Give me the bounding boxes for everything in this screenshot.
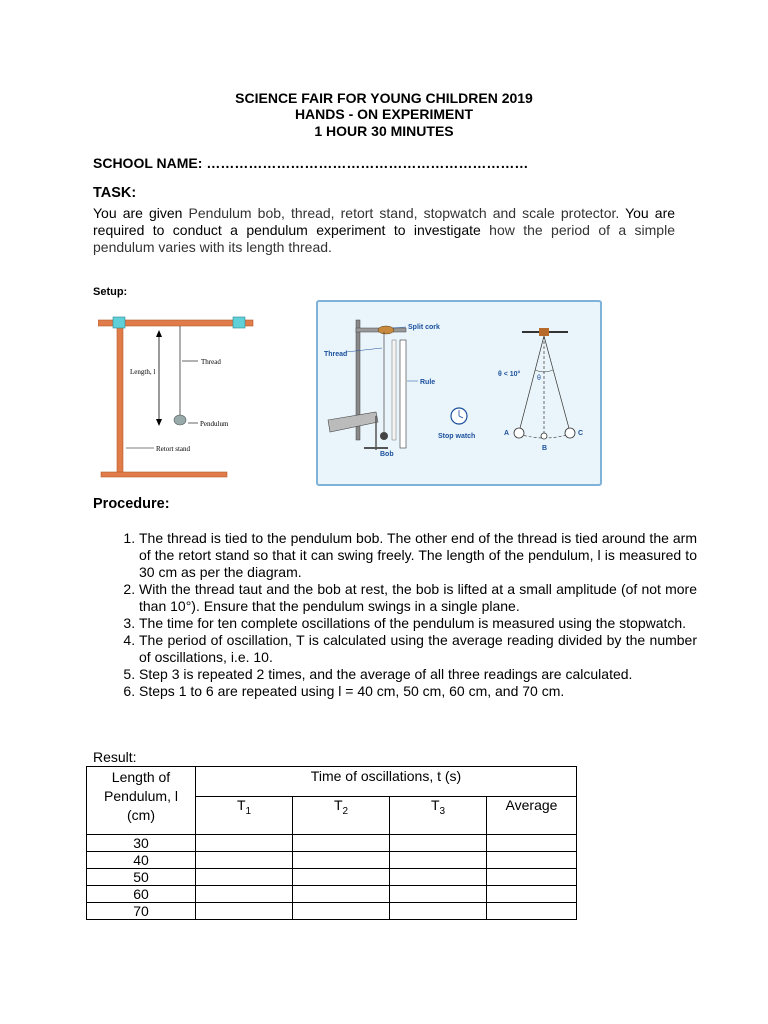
point-a-label: A (504, 430, 510, 437)
clamp-left (113, 317, 125, 328)
title-line-3: 1 HOUR 30 MINUTES (314, 123, 454, 139)
stand-rod (117, 320, 123, 476)
task-text-4: how the period of a simple pendulum varies with its length thread. (93, 222, 675, 255)
length-cell: 60 (87, 886, 196, 903)
procedure-step: 5. Step 3 is repeated 2 times, and the average of all three readings are calculated. (139, 666, 697, 683)
table-row (87, 869, 577, 886)
bob-label: Bob (380, 451, 394, 458)
procedure-step: 4. The period of oscillation, T is calculated using the average reading divided by the number of oscillations, i.e. 10. (139, 632, 697, 666)
t1-header: $T_1$ (196, 797, 293, 835)
length-cell: 30 (87, 835, 196, 852)
split-cork-label: Split cork (408, 324, 440, 331)
result-label: Result: (93, 749, 137, 765)
average-header: Average (487, 797, 577, 835)
apparatus-diagram (316, 300, 602, 486)
table-row (87, 852, 577, 869)
length-header: Length of Pendulum, l (cm) (87, 767, 196, 835)
procedure-list (117, 530, 697, 700)
setup-label: Setup: (93, 286, 128, 298)
clamp-right (233, 317, 245, 328)
procedure-step: 6. Steps 1 to 6 are repeated using l = 40 cm, 50 cm, 60 cm, and 70 cm. (139, 683, 697, 700)
thread-label-2: Thread (324, 351, 348, 358)
task-paragraph (93, 205, 675, 256)
stop-watch-label: Stop watch (438, 433, 476, 440)
task-text-1: You are given (93, 205, 183, 221)
procedure-heading: Procedure: (93, 496, 170, 512)
pendulum-label: Pendulum (200, 420, 229, 428)
rule-label: Rule (420, 379, 436, 386)
table-row (87, 903, 577, 920)
theta-label: θ (537, 375, 541, 382)
table-row (87, 835, 577, 852)
procedure-step: 2. With the thread taut and the bob at rest, the bob is lifted at a small amplitude (of not more than 10°). Ensure that the pendulum swings in a single plane. (139, 581, 697, 615)
angle-label: θ < 10° (498, 371, 521, 378)
swing-cork (539, 328, 549, 336)
stand-base (101, 472, 227, 477)
table-row (87, 886, 577, 903)
school-name-dots: …………………………………………………………… (206, 155, 529, 171)
t2-header: $T_2$ (293, 797, 390, 835)
thread-label: Thread (201, 358, 221, 366)
split-cork-shape (378, 326, 394, 334)
school-name-label: SCHOOL NAME: (93, 155, 203, 171)
retort-stand-label: Retort stand (156, 445, 191, 453)
school-name-field (93, 155, 528, 171)
time-header: Time of oscillations, t (s) (196, 767, 577, 797)
point-c-label: C (578, 430, 584, 437)
task-heading: TASK: (93, 185, 137, 201)
task-text-2: Pendulum bob, thread, retort stand, stopwatch and scale protector. (182, 205, 620, 221)
length-label: Length, l (130, 368, 156, 376)
length-cell: 50 (87, 869, 196, 886)
retort-stand-diagram (98, 312, 258, 480)
t3-header: $T_3$ (390, 797, 487, 835)
pendulum-bob (174, 415, 186, 425)
bob-shape (380, 432, 388, 440)
procedure-step: 1. The thread is tied to the pendulum bob. The other end of the thread is tied around the arm of the retort stand so that it can swing freely. The length of the pendulum, l is measured to 30 cm as per the diagram. (139, 530, 697, 581)
rule-shape (400, 340, 406, 448)
procedure-step: 3. The time for ten complete oscillations of the pendulum is measured using the stopwatch. (139, 615, 697, 632)
length-cell: 70 (87, 903, 196, 920)
length-cell: 40 (87, 852, 196, 869)
point-b-label: B (542, 445, 548, 452)
result-table (86, 766, 577, 920)
title-line-1: SCIENCE FAIR FOR YOUNG CHILDREN 2019 (235, 90, 533, 106)
task-text-3: You are required to conduct a pendulum experiment to investigate (93, 205, 676, 238)
title-line-2: HANDS - ON EXPERIMENT (294, 106, 474, 122)
